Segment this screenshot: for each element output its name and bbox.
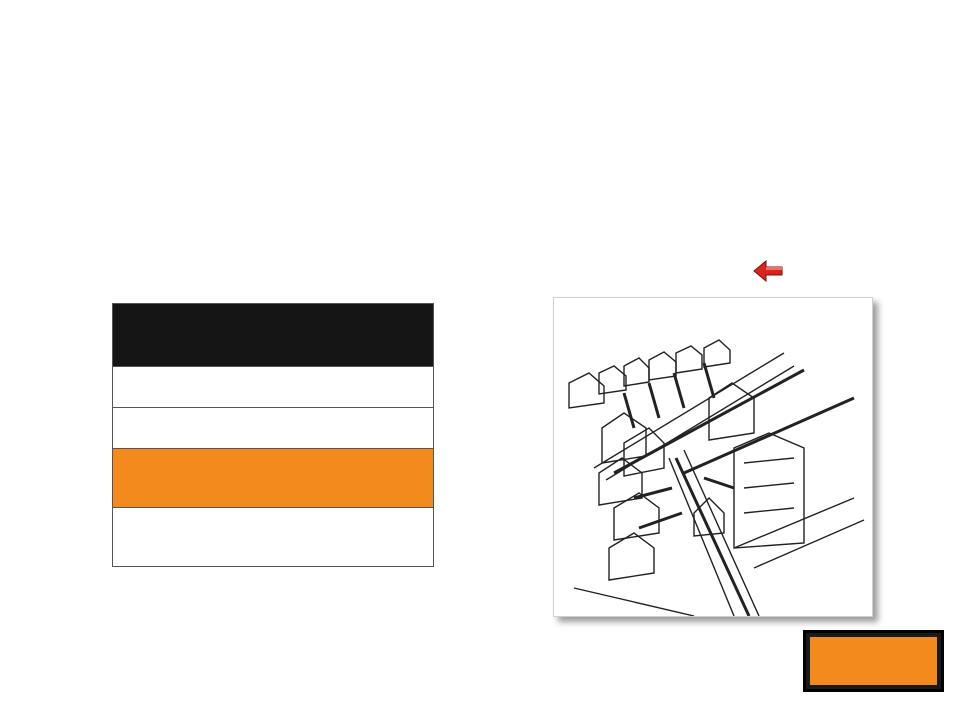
spiral-binding-top: [0, 0, 960, 28]
table-row-highlighted[interactable]: [113, 449, 434, 508]
back-arrow-icon[interactable]: [752, 258, 784, 284]
section-number-graphic: [40, 160, 100, 230]
table-header: [113, 304, 434, 367]
row-treatment[interactable]: [113, 508, 434, 567]
row-small-diameter[interactable]: [113, 449, 434, 508]
sewer-diagram: [553, 297, 873, 617]
table-row[interactable]: [113, 408, 434, 449]
service-levels-table: [112, 303, 434, 567]
logo-text: [810, 637, 937, 685]
spiral-binding-left: [0, 0, 30, 720]
row-conventional[interactable]: [113, 367, 434, 408]
a-and-s-logo: [803, 630, 944, 692]
row-condominial[interactable]: [113, 408, 434, 449]
table-row[interactable]: [113, 508, 434, 567]
diagram-illustration: [554, 298, 872, 616]
table-row[interactable]: [113, 367, 434, 408]
